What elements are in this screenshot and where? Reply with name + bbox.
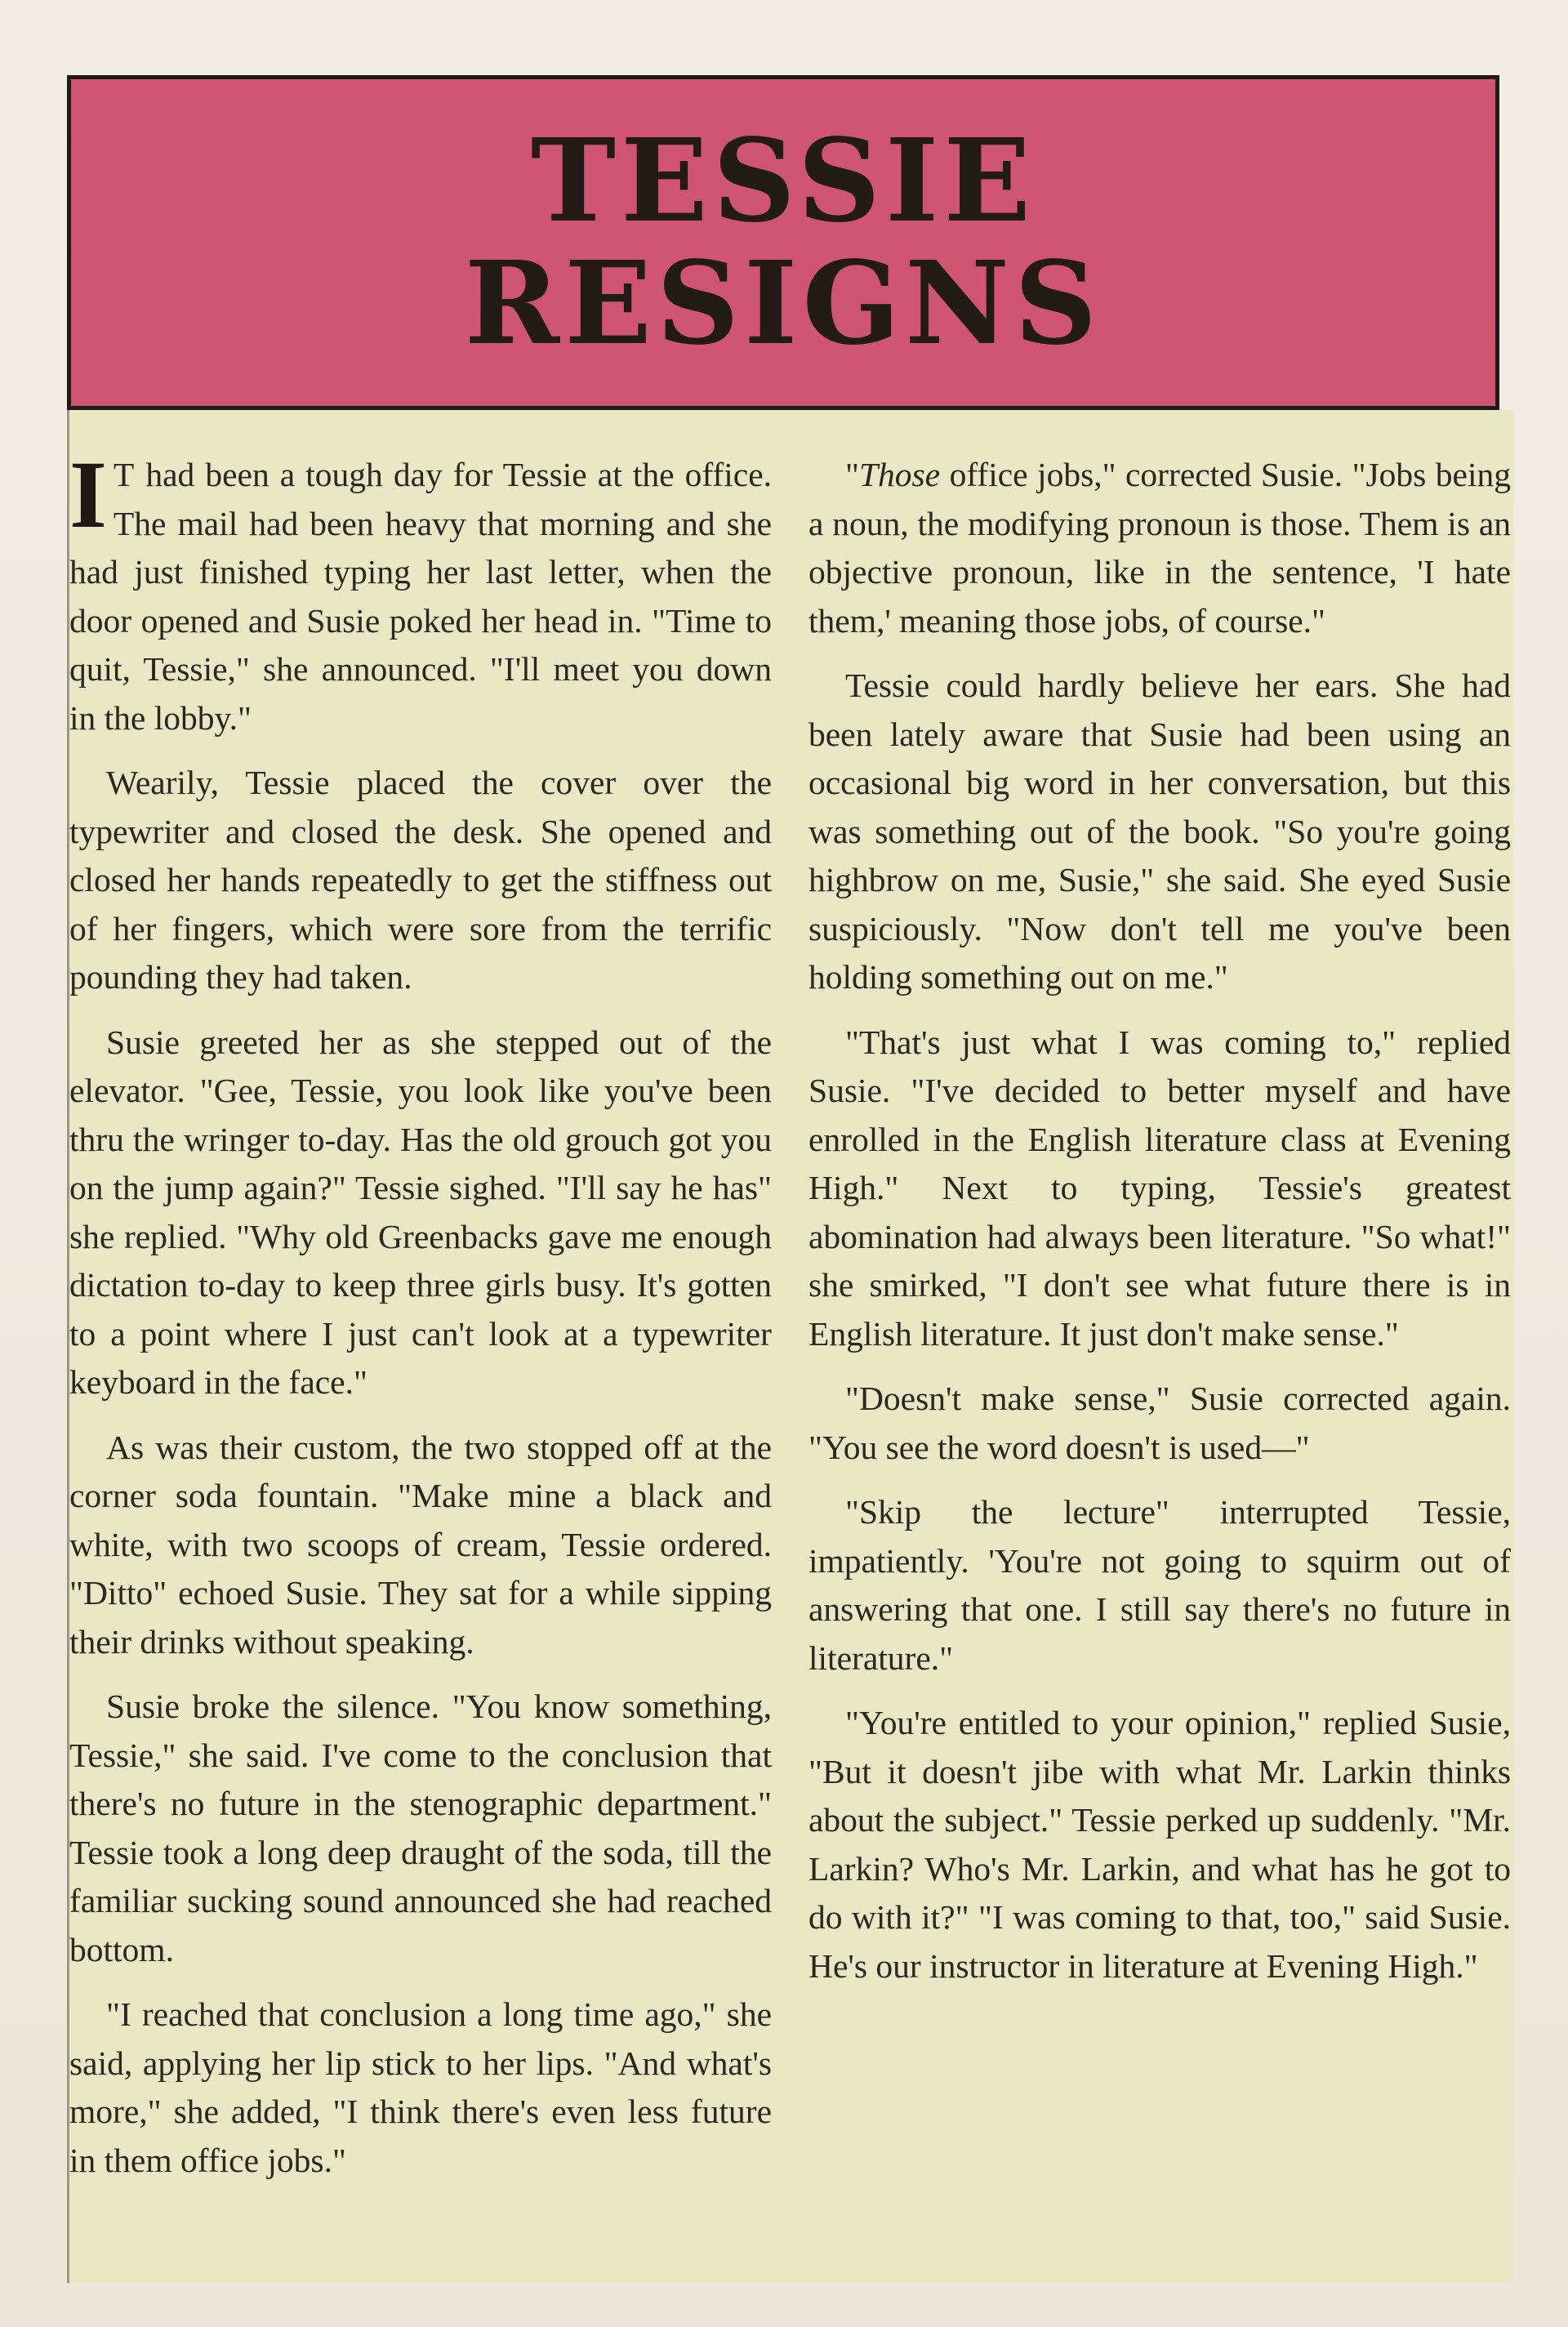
story-paragraph: Tessie could hardly believe her ears. She had been lately aware that Susie had been using an occasional big word in her conversation, but this was something out of the book. "So you're going highbrow on me, Susie," she said. She eyed Susie suspiciously. "Now don't tell me you've been holding something out on me." [808, 666, 1511, 996]
story-paragraph: Susie greeted her as she stepped out of the elevator. "Gee, Tessie, you look like you've been thru the wringer to-day. Has the old grouch got you on the jump again?" Tessie sighed. "I'll say he has" she replied. "Why old Greenbacks gave me enough dictation to-day to keep three girls busy. It's gotten to a point where I just can't look at a typewriter keyboard in the face." [69, 1023, 772, 1401]
lead-caps: T [113, 456, 136, 493]
open-quote: " [845, 456, 859, 493]
story-column-right [808, 451, 1511, 2007]
paragraph-text: had been a tough day for Tessie at the office. The mail had been heavy that morning and she had just finished typing her last letter, when the door opened and Susie poked her head in. "Time to quit, Tessie," she announced. "I'll meet you down in the lobby." [69, 456, 772, 737]
title-banner [67, 75, 1499, 410]
story-paragraph: As was their custom, the two stopped off at the corner soda fountain. "Make mine a black and white, with two scoops of cream, Tessie ordered. "Ditto" echoed Susie. They sat for a while sipping their drinks without speaking. [69, 1428, 772, 1661]
story-paragraph: Susie broke the silence. "You know something, Tessie," she said. I've come to the conclusion that there's no future in the stenographic department." Tessie took a long deep draught of the soda, till the familiar sucking sound announced she had reached bottom. [69, 1687, 772, 1968]
story-panel [67, 410, 1514, 2283]
story-paragraph: "I reached that conclusion a long time ago," she said, applying her lip stick to her lips. "And what's more," she added, "I think there's even less future in them office jobs." [69, 1995, 772, 2179]
story-paragraph [69, 441, 772, 742]
title-line-2: RESIGNS [464, 237, 1102, 371]
story-paragraph: "That's just what I was coming to," replied Susie. "I've decided to better myself and have enrolled in the English literature class at Evening High." Next to typing, Tessie's greatest abomination had always been literature. "So what!" she smirked, "I don't see what future there is in English literature. It just don't make sense." [808, 1023, 1511, 1353]
story-paragraph [808, 451, 1511, 645]
paragraph-text: office jobs," corrected Susie. "Jobs being a noun, the modifying pronoun is those. Them is an objective pronoun, like in the sentence, 'I hate them,' meaning those jobs, of course." [808, 456, 1511, 640]
title-line-1: TESSIE [530, 114, 1036, 248]
emphasis-text: Those [858, 456, 941, 493]
story-paragraph: "You're entitled to your opinion," replied Susie, "But it doesn't jibe with what Mr. Larkin thinks about the subject." Tessie perked up suddenly. "Mr. Larkin? Who's Mr. Larkin, and what has he got to do with it?" "I was coming to that, too," said Susie. He's our instructor in literature at Evening High." [808, 1704, 1511, 1985]
story-paragraph: "Skip the lecture" interrupted Tessie, impatiently. 'You're not going to squirm out of answering that one. I still say there's no future in literature." [808, 1493, 1511, 1677]
drop-cap: I [69, 441, 107, 548]
story-paragraph: "Doesn't make sense," Susie corrected again. "You see the word doesn't is used—" [808, 1380, 1511, 1466]
story-column-left [69, 441, 772, 2201]
story-paragraph: Wearily, Tessie placed the cover over the typewriter and closed the desk. She opened and closed her hands repeatedly to get the stiffness out of her fingers, which were sore from the terrific pounding they had taken. [69, 764, 772, 996]
